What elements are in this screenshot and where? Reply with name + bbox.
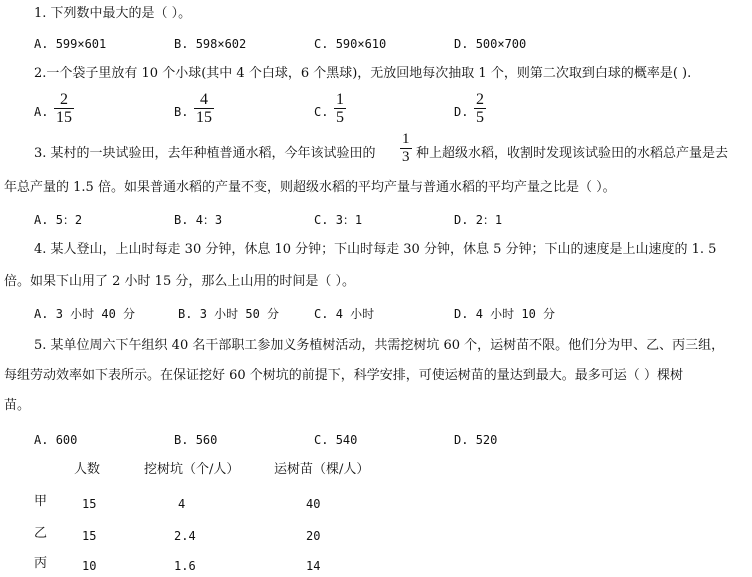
option-letter: C.	[314, 37, 329, 51]
denominator: 5	[476, 109, 484, 126]
q4-option-c[interactable]	[314, 306, 374, 322]
option-letter: D.	[454, 213, 469, 227]
q3-stem-part2: 种上超级水稻，收割时发现该试验田的水稻总产量是去	[416, 146, 729, 161]
q2-stem: 2.一个袋子里放有 10 个小球(其中 4 个白球，6 个黑球)，无放回地每次抽取 1 个，则第二次取到白球的概率是( ).	[34, 66, 692, 81]
table-cell-people: 10	[82, 559, 97, 573]
numerator: 2	[54, 91, 74, 109]
option-text: 4 小时 10 分	[475, 307, 556, 321]
option-text: 4：3	[195, 213, 223, 227]
option-letter: B.	[178, 307, 193, 321]
option-text: 590×610	[335, 37, 387, 51]
option-text: 4 小时	[335, 307, 375, 321]
q4-option-d[interactable]	[454, 306, 555, 322]
option-letter: D.	[454, 307, 469, 321]
option-text: 598×602	[195, 37, 247, 51]
q4-stem-line1: 4. 某人登山，上山时每走 30 分钟，休息 10 分钟；下山时每走 30 分钟，休息 5 分钟；下山的速度是上山速度的 1. 5	[34, 242, 717, 257]
q4-option-b[interactable]	[178, 306, 279, 322]
q3-stem-line2: 年总产量的 1.5 倍。如果普通水稻的产量不变，则超级水稻的平均产量与普通水稻的平均产量之比是（ ）。	[4, 180, 616, 195]
q5-stem-line2: 每组劳动效率如下表所示。在保证挖好 60 个树坑的前提下，科学安排，可使运树苗的量达到最大。最多可运（ ）棵树	[4, 368, 683, 383]
table-row-group: 甲	[34, 494, 48, 509]
q2-option-d-fraction[interactable]	[474, 91, 486, 126]
denominator: 3	[402, 149, 410, 165]
table-cell-carry: 14	[306, 559, 321, 573]
q5-option-b[interactable]	[174, 432, 217, 448]
table-cell-dig: 4	[178, 497, 186, 511]
q2-option-a-letter[interactable]: A.	[34, 105, 49, 119]
q5-stem-line1: 5. 某单位周六下午组织 40 名干部职工参加义务植树活动，共需挖树坑 60 个，运树苗不限。他们分为甲、乙、丙三组，	[34, 338, 725, 353]
option-letter: C.	[314, 433, 329, 447]
table-cell-dig: 2.4	[174, 529, 196, 543]
numerator: 1	[336, 91, 344, 108]
option-text: 5：2	[55, 213, 83, 227]
q5-option-d[interactable]	[454, 432, 497, 448]
table-header-people: 人数	[74, 462, 101, 477]
table-row-group: 乙	[34, 526, 48, 541]
q3-inline-fraction	[400, 131, 412, 166]
q3-option-c[interactable]	[314, 212, 362, 228]
q1-option-d[interactable]	[454, 36, 526, 52]
q1-option-c[interactable]	[314, 36, 386, 52]
q2-option-c-fraction[interactable]	[334, 91, 346, 126]
numerator: 4	[194, 91, 214, 109]
q4-option-a[interactable]	[34, 306, 135, 322]
q2-option-c-letter[interactable]: C.	[314, 105, 329, 119]
option-letter: D.	[454, 433, 469, 447]
option-letter: A.	[34, 433, 49, 447]
option-text: 520	[475, 433, 498, 447]
q2-option-b-letter[interactable]: B.	[174, 105, 189, 119]
denominator: 5	[336, 109, 344, 126]
q4-stem-line2: 倍。如果下山用了 2 小时 15 分，那么上山用的时间是（ ）。	[4, 274, 355, 289]
option-letter: A.	[34, 307, 49, 321]
q1-stem: 1. 下列数中最大的是（ ）。	[34, 6, 192, 21]
numerator: 2	[476, 91, 484, 108]
option-letter: C.	[314, 213, 329, 227]
option-letter: D.	[454, 37, 469, 51]
option-text: 540	[335, 433, 358, 447]
q5-stem-line3: 苗。	[4, 398, 31, 413]
option-text: 3 小时 40 分	[55, 307, 136, 321]
option-text: 560	[195, 433, 218, 447]
table-cell-carry: 20	[306, 529, 321, 543]
table-cell-carry: 40	[306, 497, 321, 511]
denominator: 15	[196, 109, 212, 126]
option-text: 3 小时 50 分	[199, 307, 280, 321]
option-letter: B.	[174, 213, 189, 227]
option-text: 3：1	[335, 213, 363, 227]
option-text: 600	[55, 433, 78, 447]
q3-option-b[interactable]	[174, 212, 222, 228]
option-text: 2：1	[475, 213, 503, 227]
q3-option-d[interactable]	[454, 212, 502, 228]
option-text: 500×700	[475, 37, 527, 51]
denominator: 15	[56, 109, 72, 126]
q5-option-a[interactable]	[34, 432, 77, 448]
option-letter: B.	[174, 37, 189, 51]
option-letter: A.	[34, 37, 49, 51]
q2-option-b-fraction[interactable]	[194, 91, 214, 126]
q2-option-a-fraction[interactable]	[54, 91, 74, 126]
table-cell-people: 15	[82, 529, 97, 543]
numerator: 1	[402, 131, 410, 147]
option-text: 599×601	[55, 37, 107, 51]
option-letter: B.	[174, 433, 189, 447]
option-letter: A.	[34, 213, 49, 227]
q1-option-b[interactable]	[174, 36, 246, 52]
q5-option-c[interactable]	[314, 432, 357, 448]
option-letter: C.	[314, 307, 329, 321]
q1-option-a[interactable]	[34, 36, 106, 52]
q3-stem-part1: 3. 某村的一块试验田，去年种植普通水稻，今年该试验田的	[34, 146, 376, 161]
q2-option-d-letter[interactable]: D.	[454, 105, 469, 119]
table-header-dig: 挖树坑（个/人）	[144, 462, 240, 477]
q3-option-a[interactable]	[34, 212, 82, 228]
table-header-carry: 运树苗（棵/人）	[274, 462, 370, 477]
table-cell-dig: 1.6	[174, 559, 196, 573]
table-cell-people: 15	[82, 497, 97, 511]
table-row-group: 丙	[34, 556, 48, 571]
